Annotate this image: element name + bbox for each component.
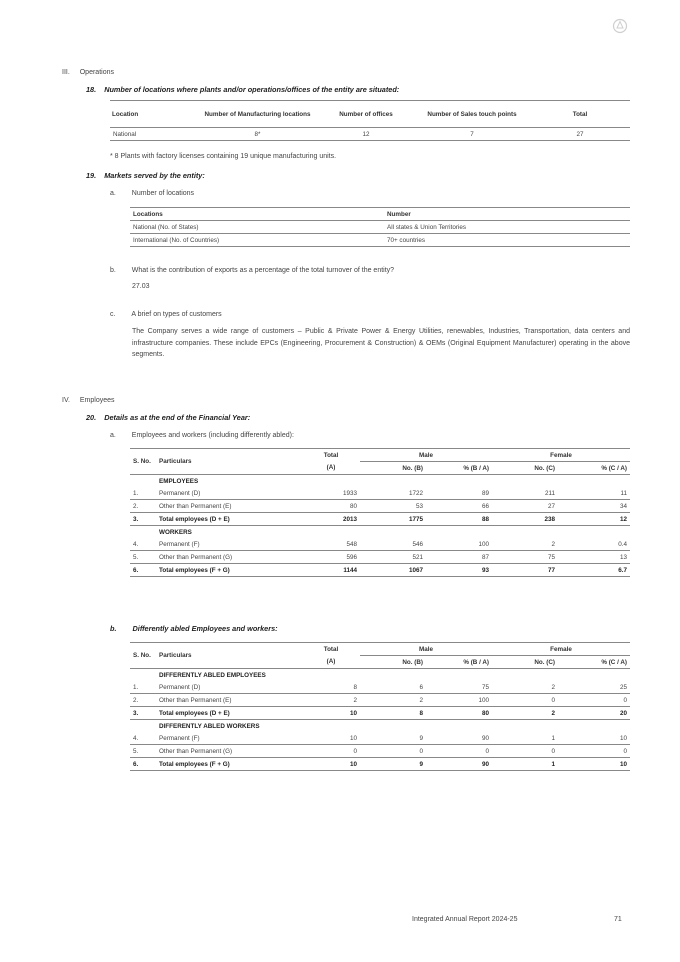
cell-female-pct: 13 <box>619 553 627 561</box>
q19a-title: Number of locations <box>131 190 195 197</box>
q19b-answer: 27.03 <box>132 283 150 290</box>
table-row <box>130 234 630 247</box>
cell-sno: 5. <box>133 553 139 561</box>
cell-locations: International (No. of Countries) <box>133 236 220 244</box>
group-title: DIFFERENTLY ABLED EMPLOYEES <box>159 671 266 679</box>
cell-male-no: 0 <box>419 747 423 755</box>
cell-particulars: Permanent (F) <box>159 540 200 548</box>
table-row-total <box>130 513 630 526</box>
cell-male-pct: 89 <box>481 489 489 497</box>
q19c-label: c. <box>110 311 116 318</box>
th-male-pct: % (B / A) <box>463 464 489 472</box>
q19-heading <box>86 171 205 180</box>
cell-male-no: 1722 <box>408 489 423 497</box>
q20a-title: Employees and workers (including differently abled): <box>131 432 294 439</box>
cell-male-pct: 93 <box>481 566 489 574</box>
cell-particulars: Permanent (D) <box>159 683 201 691</box>
th-location: Location <box>112 110 139 118</box>
cell-female-pct: 0 <box>623 747 627 755</box>
cell-sno: 2. <box>133 502 139 510</box>
cell-male-pct: 87 <box>481 553 489 561</box>
page-number: 71 <box>614 916 622 923</box>
table-row-total <box>130 758 630 771</box>
cell-sno: 2. <box>133 696 139 704</box>
cell-female-no: 77 <box>547 566 555 574</box>
cell-particulars: Total employees (D + E) <box>159 709 230 717</box>
cell-sales-points: 7 <box>470 130 474 138</box>
cell-sno: 3. <box>133 709 139 717</box>
cell-total: 1933 <box>342 489 357 497</box>
q19b-heading <box>110 267 394 274</box>
cell-total: 1144 <box>343 566 357 574</box>
cell-male-pct: 75 <box>481 683 489 691</box>
th-manufacturing: Number of Manufacturing locations <box>204 110 311 118</box>
group-title: WORKERS <box>159 528 192 536</box>
cell-total: 548 <box>346 540 357 548</box>
cell-male-no: 1067 <box>408 566 423 574</box>
cell-sno: 5. <box>133 747 139 755</box>
cell-particulars: Permanent (D) <box>159 489 201 497</box>
cell-total: 8 <box>353 683 357 691</box>
cell-total: 596 <box>346 553 357 561</box>
cell-male-no: 8 <box>419 709 423 717</box>
q18-note: * 8 Plants with factory licenses containing 19 unique manufacturing units. <box>110 153 337 160</box>
q20-heading <box>86 413 250 422</box>
cell-particulars: Other than Permanent (E) <box>159 696 232 704</box>
th-male: Male <box>360 449 492 462</box>
cell-female-no: 1 <box>551 760 555 768</box>
q18-title: Number of locations where plants and/or operations/offices of the entity are situated: <box>104 85 400 94</box>
section-3-heading <box>62 69 114 76</box>
cell-female-no: 2 <box>551 709 555 717</box>
th-female-no: No. (C) <box>534 658 555 666</box>
th-female-pct: % (C / A) <box>601 464 627 472</box>
cell-male-no: 9 <box>419 734 423 742</box>
cell-male-no: 521 <box>412 553 423 561</box>
th-female-pct: % (C / A) <box>601 658 627 666</box>
cell-particulars: Permanent (F) <box>159 734 200 742</box>
q18-heading <box>86 85 399 94</box>
q19a-label: a. <box>110 190 116 197</box>
table-row <box>110 128 630 141</box>
q19c-text: The Company serves a wide range of customers – Public & Private Power & Energy Utilities, renewables, Industries, Transportation, data centers and infrastructure companies. These include EPCs (Engineering, Procurement & Construction) & OEMs (Original Equipment Manufacturer) operating in the above segments. <box>132 328 630 358</box>
cell-female-pct: 0 <box>623 696 627 704</box>
q19-number: 19. <box>86 171 97 180</box>
table-row <box>130 681 630 694</box>
q19b-question: What is the contribution of exports as a percentage of the total turnover of the entity? <box>131 267 395 274</box>
cell-female-pct: 20 <box>619 709 627 717</box>
cell-sno: 4. <box>133 734 139 742</box>
cell-number: All states & Union Territories <box>387 223 466 231</box>
cell-female-no: 0 <box>551 696 555 704</box>
cell-manufacturing: 8* <box>254 130 261 138</box>
th-number: Number <box>387 210 411 218</box>
cell-female-pct: 0.4 <box>618 540 627 548</box>
table-row <box>130 487 630 500</box>
cell-total: 0 <box>353 747 357 755</box>
cell-sno: 6. <box>133 566 139 574</box>
section-4-title: Employees <box>79 397 115 404</box>
cell-offices: 12 <box>362 130 370 138</box>
cell-male-no: 9 <box>419 760 423 768</box>
section-3-roman: III. <box>62 69 70 76</box>
cell-sno: 3. <box>133 515 139 523</box>
table-row <box>130 694 630 707</box>
th-total: Total <box>323 645 339 653</box>
th-total-sub: (A) <box>326 464 336 472</box>
cell-total: 80 <box>349 502 357 510</box>
th-male-no: No. (B) <box>402 464 423 472</box>
cell-male-no: 53 <box>415 502 423 510</box>
th-female: Female <box>492 449 630 462</box>
cell-sno: 1. <box>133 683 139 691</box>
cell-sno: 1. <box>133 489 139 497</box>
cell-particulars: Other than Permanent (E) <box>159 502 232 510</box>
th-sales-points: Number of Sales touch points <box>427 110 517 118</box>
q20-title: Details as at the end of the Financial Year: <box>104 413 251 422</box>
cell-female-pct: 12 <box>619 515 627 523</box>
cell-particulars: Total employees (F + G) <box>159 760 230 768</box>
cell-total: 2 <box>353 696 357 704</box>
q20b-label: b. <box>110 624 117 633</box>
q18-number: 18. <box>86 85 97 94</box>
q19a-heading <box>110 190 194 197</box>
cell-female-pct: 6.7 <box>618 566 627 574</box>
table-row <box>130 221 630 234</box>
differently-abled-table <box>130 642 630 771</box>
cell-male-no: 546 <box>412 540 423 548</box>
section-3-title: Operations <box>79 69 114 76</box>
employees-table <box>130 448 630 577</box>
table-row <box>130 551 630 564</box>
cell-total: 10 <box>349 760 357 768</box>
cell-female-pct: 10 <box>619 734 627 742</box>
th-sno: S. No. <box>130 643 156 669</box>
th-female-no: No. (C) <box>534 464 555 472</box>
cell-male-no: 1775 <box>408 515 423 523</box>
cell-particulars: Total employees (D + E) <box>159 515 230 523</box>
th-male: Male <box>360 643 492 656</box>
q19-title: Markets served by the entity: <box>104 171 205 180</box>
table-row-total <box>130 564 630 577</box>
cell-location: National <box>113 130 137 138</box>
section-4-roman: IV. <box>62 397 70 404</box>
cell-female-pct: 11 <box>620 489 627 497</box>
cell-particulars: Other than Permanent (G) <box>159 553 233 561</box>
locations-table <box>110 100 630 141</box>
th-particulars: Particulars <box>156 643 302 669</box>
th-total-sub: (A) <box>326 658 336 666</box>
cell-male-pct: 0 <box>485 747 489 755</box>
cell-male-pct: 66 <box>481 502 489 510</box>
cell-sno: 4. <box>133 540 139 548</box>
cell-male-pct: 88 <box>481 515 489 523</box>
cell-male-pct: 100 <box>478 696 489 704</box>
company-logo-icon <box>612 18 628 34</box>
cell-female-no: 75 <box>547 553 555 561</box>
q19b-label: b. <box>110 267 116 274</box>
cell-male-pct: 80 <box>481 709 489 717</box>
th-sno: S. No. <box>130 449 156 475</box>
cell-total: 27 <box>576 130 584 138</box>
cell-female-pct: 10 <box>619 760 627 768</box>
th-offices: Number of offices <box>339 110 393 118</box>
cell-female-no: 238 <box>544 515 555 523</box>
cell-female-no: 2 <box>551 540 555 548</box>
th-male-pct: % (B / A) <box>463 658 489 666</box>
cell-number: 70+ countries <box>387 236 425 244</box>
cell-female-no: 1 <box>551 734 555 742</box>
th-total: Total <box>572 110 588 118</box>
th-total: Total <box>323 451 339 459</box>
cell-locations: National (No. of States) <box>133 223 199 231</box>
section-4-heading <box>62 397 115 404</box>
cell-female-pct: 25 <box>619 683 627 691</box>
table-row <box>130 732 630 745</box>
cell-female-no: 211 <box>544 489 555 497</box>
table-row-total <box>130 707 630 720</box>
table-row <box>130 500 630 513</box>
cell-total: 10 <box>349 734 357 742</box>
th-female: Female <box>492 643 630 656</box>
cell-female-no: 27 <box>547 502 555 510</box>
group-title: DIFFERENTLY ABLED WORKERS <box>159 722 260 730</box>
cell-male-no: 6 <box>419 683 423 691</box>
th-particulars: Particulars <box>156 449 302 475</box>
footer-title: Integrated Annual Report 2024-25 <box>412 916 518 923</box>
group-title: EMPLOYEES <box>159 477 199 485</box>
cell-particulars: Total employees (F + G) <box>159 566 230 574</box>
markets-table <box>130 207 630 247</box>
cell-sno: 6. <box>133 760 139 768</box>
cell-male-pct: 100 <box>478 540 489 548</box>
table-row <box>130 538 630 551</box>
th-male-no: No. (B) <box>402 658 423 666</box>
cell-female-no: 0 <box>551 747 555 755</box>
table-row <box>130 745 630 758</box>
cell-female-pct: 34 <box>619 502 627 510</box>
q20a-heading <box>110 432 294 439</box>
cell-female-no: 2 <box>551 683 555 691</box>
th-locations: Locations <box>133 210 163 218</box>
q20-number: 20. <box>86 413 97 422</box>
q19c-heading <box>110 311 222 318</box>
cell-total: 2013 <box>342 515 357 523</box>
q19c-title: A brief on types of customers <box>131 311 222 318</box>
cell-male-pct: 90 <box>481 734 489 742</box>
q20b-heading <box>110 624 278 633</box>
q20a-label: a. <box>110 432 116 439</box>
cell-male-no: 2 <box>419 696 423 704</box>
cell-male-pct: 90 <box>481 760 489 768</box>
q20b-title: Differently abled Employees and workers: <box>132 624 278 633</box>
cell-particulars: Other than Permanent (G) <box>159 747 233 755</box>
cell-total: 10 <box>349 709 357 717</box>
